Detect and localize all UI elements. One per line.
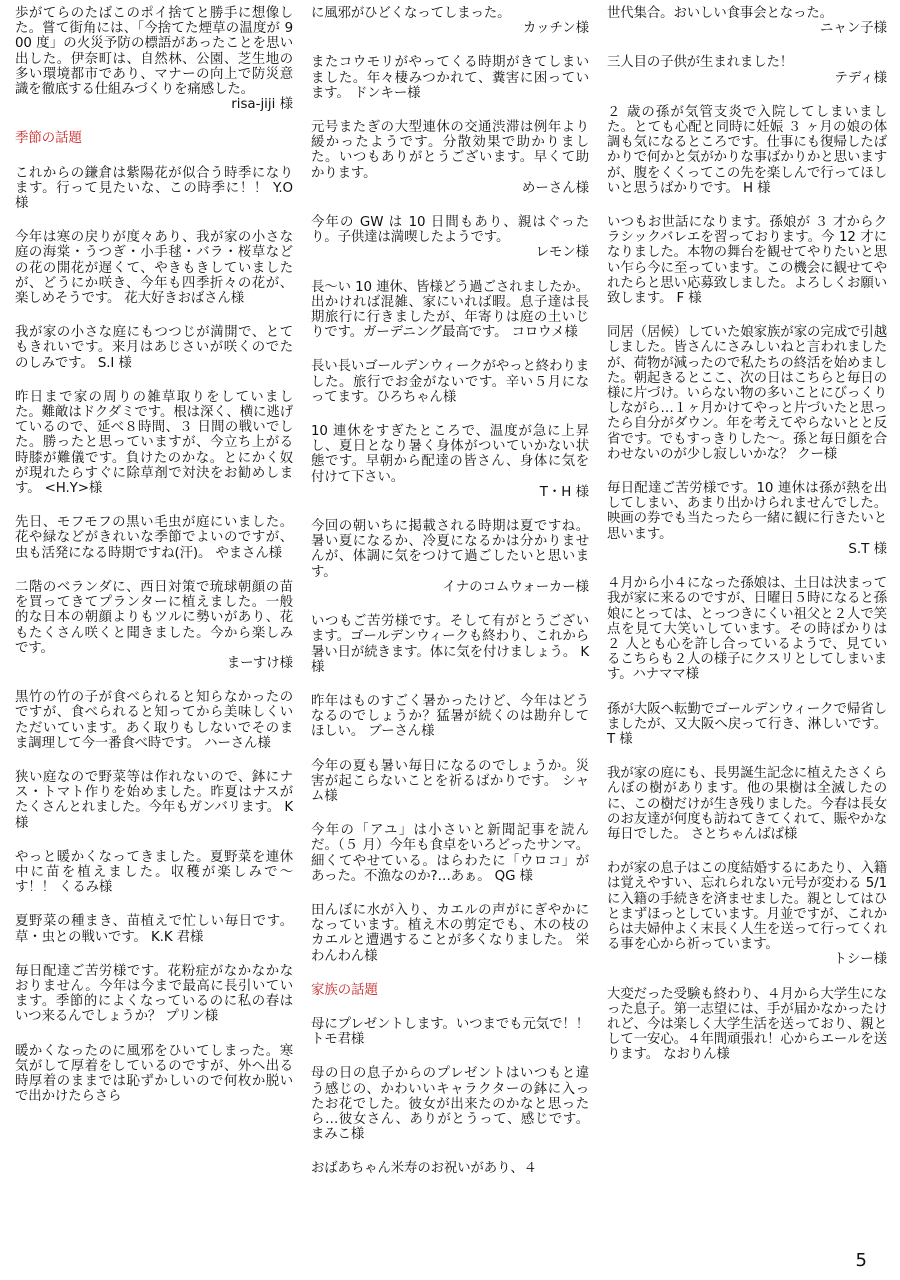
reader-comment	[607, 987, 887, 1063]
reader-comment	[15, 230, 293, 306]
comment-text: これからの鎌倉は紫陽花が似合う時季になります。行って見たいな、この時季に！！ Y.O 様	[15, 165, 293, 212]
reader-comment	[311, 1066, 589, 1142]
reader-comment	[311, 694, 589, 740]
comment-text: 今年は寒の戻りが度々あり、我が家の小さな庭の海棠・うつぎ・小手毬・バラ・桜草などの花の開花が遅くて、やきもきしていましたが、どうにか咲き、今年も四季折々の花が、楽しめそうです。 花大好きおばさん様	[15, 230, 293, 307]
reader-comment	[311, 759, 589, 805]
reader-comment	[311, 614, 589, 675]
reader-comment	[607, 55, 887, 85]
reader-comment	[311, 903, 589, 964]
reader-comment	[15, 964, 293, 1025]
comment-text: 先日、モフモフの黒い毛虫が庭にいました。花や緑などがきれいな季節でよいのですが、虫も活発になる時期ですね(汗)。 やまさん様	[15, 515, 293, 561]
comment-text: 黒竹の竹の子が食べられると知らなかったのですが、食べられると知ってから美味しくいただいています。あく取りもしないでそのまま調理して今一番食べ時です。 ハーさん様	[15, 690, 293, 751]
comment-text: 母の日の息子からのプレゼントはいつもと違う感じの、かわいいキャラクターの鉢に入ったお花でした。彼女が出来たのかなと思ったら…彼女さん、ありがとうって、感じです。 まみこ様	[311, 1066, 589, 1143]
comment-text: 10 連休をすぎたところで、温度が急に上昇し、夏日となり暑く身体がついていかない状態です。早朝から配達の皆さん、身体に気を付けて下さい。	[311, 424, 589, 485]
comment-signature: T・H 様	[539, 484, 589, 500]
reader-comment	[607, 766, 887, 842]
reader-comment	[15, 515, 293, 561]
reader-comment	[607, 215, 887, 306]
section-heading: 家族の話題	[311, 982, 378, 998]
comment-text: 昨年はものすごく暑かったけど、今年はどうなるのでしょうか？猛暑が続くのは勘弁してほしい。 ブーさん様	[311, 693, 589, 740]
reader-comment	[311, 55, 589, 101]
comment-text: やっと暖かくなってきました。夏野菜を連休中に苗を植えました。収穫が楽しみで～す！！ くるみ様	[15, 849, 293, 896]
reader-comment	[311, 519, 589, 595]
comment-text: ４月から小４になった孫娘は、土日は決まって我が家に来るのですが、日曜日５時になると孫娘にとっては、とっつきにくい祖父と２人で笑点を見て大笑いしています。その時ばかりは ２ 人とも心を許し合っているようで、見ているこちらも２人の様子にクスリとしてしまいます。ハナママ様	[607, 576, 887, 683]
comment-text: 同居（居候）していた娘家族が家の完成で引越しました。皆さんにさみしいねと言われましたが、荷物が減ったので私たちの終活を始めました。朝起きるとここ、次の日はこちらと毎日の様に片づけ。いらない物の多いことにびっくりしながら…１ヶ月かけてやっと片づいたと思ったら自分がダウン。年を考えてやらないとと反省です。でもすっきりした～。孫と毎日顔を合わせないのが少し寂しいかな？ クー様	[607, 325, 887, 462]
reader-comment	[15, 325, 293, 371]
comment-text: 今年の GW は 10 日間もあり、親はぐったり。子供達は満喫したようです。	[311, 215, 589, 246]
comment-text: 今年の夏も暑い毎日になるのでしょうか。災害が起こらないことを祈るばかりです。 シャム様	[311, 758, 589, 804]
reader-comment	[607, 576, 887, 682]
comment-signature: カッチン様	[522, 21, 589, 37]
comment-text: 暖かくなったのに風邪をひいてしまった。寒気がして厚着をしているのですが、外へ出る時厚着のままでは恥ずかしいので何枚か脱いで出かけたらさら	[15, 1043, 293, 1105]
comment-text: 今回の朝いちに掲載される時期は夏ですね。暑い夏になるか、冷夏になるかは分かりませんが、体調に気をつけて過ごしたいと思います。	[311, 519, 589, 580]
comment-text: 昨日まで家の周りの雑草取りをしていました。難敵はドクダミです。根は深く、横に逃げているので、延べ８時間、３ 日間の戦いでした。勝ったと思っていますが、今立ち上がる時膝が難儀です。負けたのかな。とにかく奴が現れたらすぐに除草剤で対決をお勧めします。 <H.Y>様	[15, 389, 293, 497]
comment-text: 世代集合。おいしい食事会となった。	[607, 6, 833, 21]
comment-text: 元号またぎの大型連休の交通渋滞は例年より緩かったようです。分散効果で助かりました。いつもありがとうございます。早くて助かります。	[311, 120, 589, 181]
reader-comment	[15, 914, 293, 944]
comment-text: またコウモリがやってくる時期がきてしまいました。年々棲みつかれて、糞害に困っています。 ドンキー様	[311, 55, 589, 101]
comment-text: 毎日配達ご苦労様です。10 連休は孫が熱を出してしまい、あまり出かけられませんでした。映画の券でも当たったら一緒に観に行きたいと思います。	[607, 481, 887, 542]
comment-text: 母にプレゼントします。いつまでも元気で！！ トモ君様	[311, 1016, 589, 1048]
reader-comment	[15, 166, 293, 212]
reader-comment	[311, 1161, 589, 1176]
comment-text: 大変だった受験も終わり、４月から大学生になった息子。第一志望には、手が届かなかったけれど、今は楽しく大学生活を送っており、親として一安心。４年間頑張れ！心からエールを送ります。 なおりん様	[607, 986, 887, 1063]
comment-text: 田んぼに水が入り、カエルの声がにぎやかになっています。植え木の剪定でも、木の枝のカエルと遭遇することが多くなりました。 栄わんわん様	[311, 902, 589, 964]
comment-text: わが家の息子はこの度結婚するにあたり、入籍は覚えやすい、忘れられない元号が変わる 5/1 に入籍の手続きを済ませました。親としてはひとまずほっとしています。月並ですが、これからは夫婦仲よく末長く人生を送って行ってくれる事を心から祈っています。	[607, 861, 887, 953]
comment-text: いつもお世話になります。孫娘が ３ 才からクラシックバレエを習っております。今 12 才になりました。本物の舞台を観せてやりたいと思い乍ら今に至っています。この機会に観せてやれたらと思い応募致しました。よろしくお願い致します。 F 様	[607, 215, 887, 307]
comment-signature: トシー様	[833, 952, 887, 968]
reader-comment	[607, 105, 887, 196]
comment-signature: レモン様	[535, 245, 589, 261]
comment-signature: S.T 様	[848, 541, 887, 557]
comment-text: 夏野菜の種まき、苗植えで忙しい毎日です。草・虫との戦いです。 K.K 君様	[15, 914, 293, 945]
comment-text: 三人目の子供が生まれました！	[607, 55, 794, 71]
reader-comment	[607, 6, 887, 36]
reader-comment	[15, 850, 293, 896]
reader-comment	[311, 1017, 589, 1047]
comment-text: おばあちゃん米寿のお祝いがあり、４	[311, 1161, 537, 1177]
reader-comment	[311, 120, 589, 196]
comment-text: に風邪がひどくなってしまった。	[311, 6, 511, 21]
column-2	[311, 6, 589, 1196]
reader-comment	[607, 861, 887, 967]
comment-text: 二階のベランダに、西日対策で琉球朝顔の苗を買ってきてプランターに植えました。一般的な日本の朝顔よりもツルに勢いがあり、花もたくさん咲くと聞きました。今から楽しみです。	[15, 579, 293, 656]
reader-comment	[311, 424, 589, 500]
reader-comment	[311, 359, 589, 405]
column-1	[15, 6, 293, 1123]
section-heading: 季節の話題	[15, 131, 82, 147]
reader-comment	[15, 580, 293, 671]
reader-comment	[607, 325, 887, 462]
comment-signature: めーさん様	[522, 180, 589, 196]
comment-text: 毎日配達ご苦労様です。花粉症がなかなかなおりません。今年は今まで最高に長引いています。季節的によくなっているのに私の春はいつ来るんでしょうか？ プリン様	[15, 963, 293, 1025]
comment-text: 長い長いゴールデンウィークがやっと終わりました。旅行でお金がないです。辛い５月になってます。ひろちゃん様	[311, 359, 589, 405]
column-3	[607, 6, 887, 1082]
comment-text: 今年の「アユ」は小さいと新聞記事を読んだ。（５ 月）今年も食卓をいろどったサンマ。細くてやせている。はらわたに「ウロコ」があった。不漁なのか?…あぁ。 QG 様	[311, 823, 589, 884]
reader-comment	[607, 481, 887, 557]
comment-signature: イナのコムウォーカー様	[442, 579, 589, 595]
comment-text: 長～い 10 連休、皆様どう過ごされましたか。出かければ混雑、家にいれば暇。息子達は長期旅行に行きましたが、年寄りは庭の土いじりです。ガーデニング最高です。 コロウメ様	[311, 279, 589, 341]
reader-comment	[311, 6, 589, 36]
reader-comment	[607, 702, 887, 748]
comment-text: ２ 歳の孫が気管支炎で入院してしまいました。とても心配と同時に妊娠 ３ ヶ月の娘の体調も気になるところです。仕事にも復帰したばかりで何かと気がかりな事ばかりかと思いますが、腹をくくってこの先を楽しんで行ってほしいと思うばかりです。 H 様	[607, 104, 887, 196]
reader-comment	[15, 1044, 293, 1105]
reader-comment	[311, 280, 589, 341]
comment-text: 狭い庭なので野菜等は作れないので、鉢にナス・トマト作りを始めました。昨夏はナスがたくさんとれました。今年もガンバリます。 K 様	[15, 769, 293, 831]
comment-text: 我が家の小さな庭にもつつじが満開で、とてもきれいです。来月はあじさいが咲くのでたのしみです。 S.I 様	[15, 325, 293, 371]
comment-text: 我が家の庭にも、長男誕生記念に植えたさくらんぼの樹があります。他の果樹は全滅したのに、この樹だけが生き残りました。今春は長女のお友達が何度も訪ねてきてくれて、賑やかな毎日でした。 さとちゃんばば様	[607, 766, 887, 842]
page-number: 5	[855, 1250, 867, 1271]
reader-comment	[311, 823, 589, 884]
reader-comment	[15, 390, 293, 496]
comment-text: 孫が大阪へ転勤でゴールデンウィークで帰省しましたが、又大阪へ戻って行き、淋しいです。 T 様	[607, 701, 887, 747]
comment-text: いつもご苦労様です。そして有がとうございます。ゴールデンウィークも終わり、これから暑い日が続きます。体に気を付けましょう。 K 様	[311, 614, 589, 675]
comment-signature: ニャン子様	[820, 21, 887, 37]
comment-text: 歩がてらのたばこのポイ捨てと勝手に想像した。嘗て街角には、「今捨てた煙草の温度が 900 度」の火災予防の標語があったことを思い出した。伊奈町は、自然林、公園、芝生地の多い環境都市であり、マナーの向上で防災意識を徹底する仕組みづくりを痛感した。	[15, 6, 293, 98]
comment-signature: risa-jiji 様	[231, 97, 293, 113]
reader-comment	[15, 770, 293, 831]
reader-comment	[15, 690, 293, 751]
comment-signature: まーすけ様	[226, 655, 293, 671]
reader-comment	[15, 6, 293, 112]
reader-comment	[311, 215, 589, 261]
comment-signature: テディ様	[834, 70, 887, 86]
